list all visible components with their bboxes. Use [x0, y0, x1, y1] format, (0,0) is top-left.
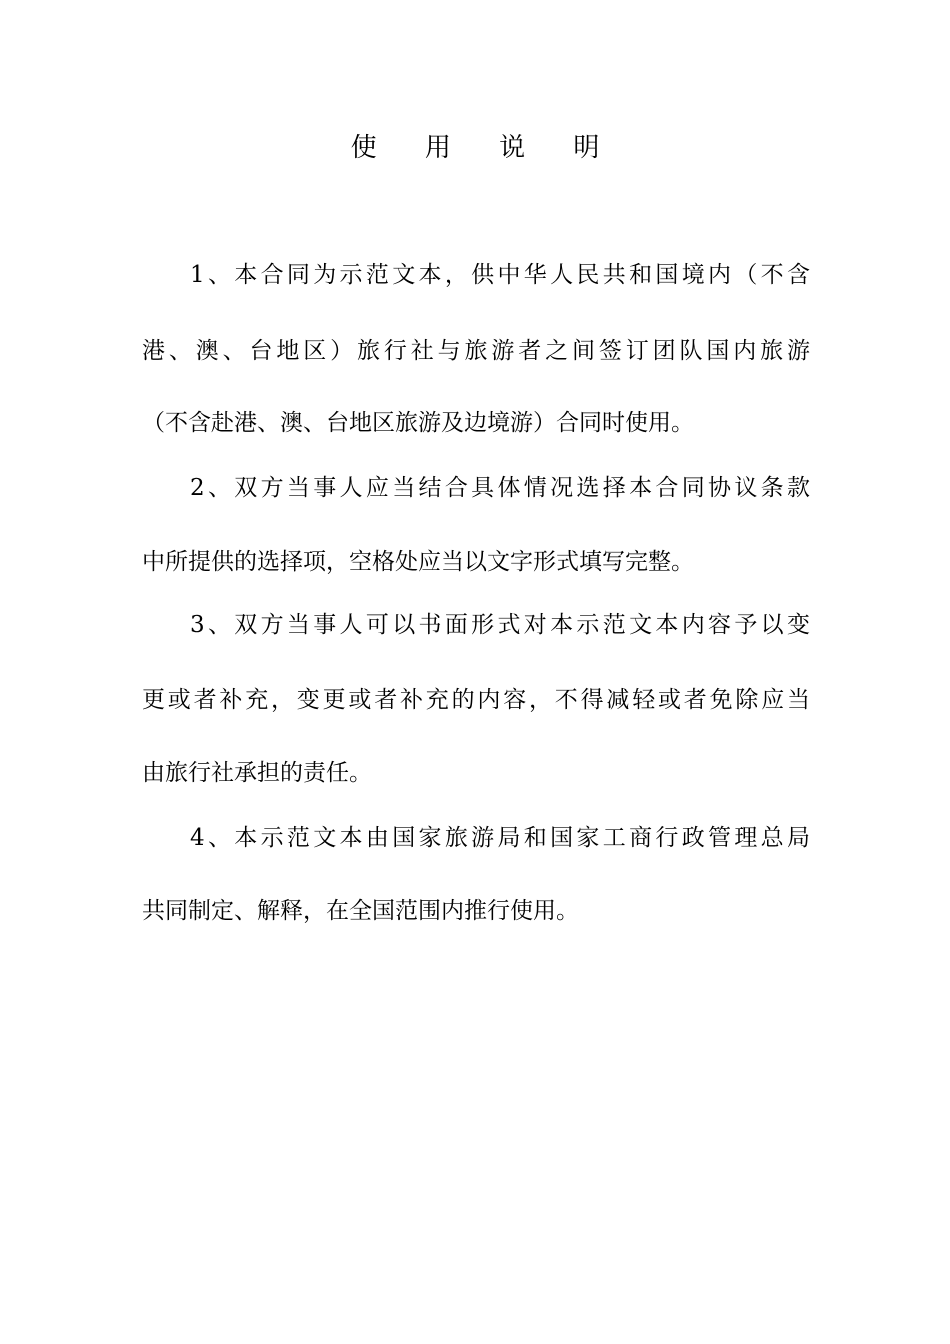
- paragraph-4-line-1: 4、本示范文本由国家旅游局和国家工商行政管理总局: [190, 825, 810, 851]
- document-title: 使 用 说 明: [350, 133, 620, 163]
- paragraph-3-line-2: 更或者补充，变更或者补充的内容，不得减轻或者免除应当: [142, 687, 810, 713]
- paragraph-2-line-2: 中所提供的选择项，空格处应当以文字形式填写完整。: [142, 549, 694, 575]
- paragraph-3-line-1: 3、双方当事人可以书面形式对本示范文本内容予以变: [190, 612, 810, 638]
- paragraph-2-line-1: 2、双方当事人应当结合具体情况选择本合同协议条款: [190, 475, 810, 501]
- paragraph-1-line-3: （不含赴港、澳、台地区旅游及边境游）合同时使用。: [142, 410, 694, 436]
- paragraph-4-line-2: 共同制定、解释，在全国范围内推行使用。: [142, 898, 579, 924]
- paragraph-1-line-1: 1、本合同为示范文本，供中华人民共和国境内（不含: [190, 262, 810, 288]
- paragraph-3-line-3: 由旅行社承担的责任。: [142, 760, 372, 786]
- paragraph-1-line-2: 港、澳、台地区）旅行社与旅游者之间签订团队国内旅游: [142, 338, 810, 364]
